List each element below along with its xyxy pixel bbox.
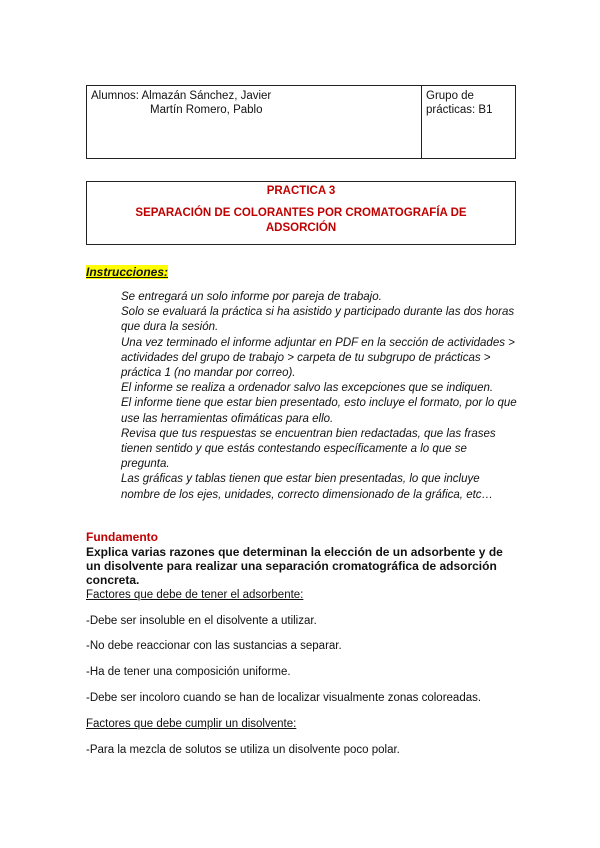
adsorbent-item: -Ha de tener una composición uniforme. [86,666,291,678]
instructions-list [121,290,517,503]
fundamento-heading: Fundamento [86,530,158,544]
instruction-item: Una vez terminado el informe adjuntar en PDF en la sección de actividades > actividades del grupo de trabajo > carpeta de tu subgrupo de prácticas > práctica 1 (no mandar por correo). [121,336,515,380]
adsorbent-heading: Factores que debe de tener el adsorbente: [86,589,304,601]
title-box [86,181,516,245]
header-table [86,85,516,159]
group-value: prácticas: B1 [426,104,493,116]
practice-subtitle: SEPARACIÓN DE COLORANTES POR CROMATOGRAFÍA DE ADSORCIÓN [135,207,467,234]
adsorbent-item: -Debe ser incoloro cuando se han de localizar visualmente zonas coloreadas. [86,692,482,704]
adsorbent-item: -Debe ser insoluble en el disolvente a utilizar. [86,615,317,627]
adsorbent-item: -No debe reaccionar con las sustancias a separar. [86,640,342,652]
students-label: Alumnos: Almazán Sánchez, Javier [91,90,272,102]
instructions-heading: Instrucciones: [86,265,169,279]
students-second-name: Martín Romero, Pablo [150,104,263,116]
students-cell [87,86,422,158]
group-label: Grupo de [426,90,474,102]
practice-title: PRACTICA 3 [266,185,336,197]
instruction-item: El informe se realiza a ordenador salvo las excepciones que se indiquen. [121,382,494,395]
instruction-item: Revisa que tus respuestas se encuentran bien redactadas, que las frases tienen sentido y que estás contestando específicamente a lo que se pregunta. [121,427,496,471]
group-cell [422,86,515,158]
solvent-heading: Factores que debe cumplir un disolvente: [86,718,297,730]
instruction-item: Las gráficas y tablas tienen que estar bien presentadas, lo que incluye nombre de los ejes, unidades, correcto dimensionado de la gráfica, etc… [121,473,494,501]
instruction-item: Solo se evaluará la práctica si ha asistido y participado durante las dos horas que dura la sesión. [121,306,515,334]
instruction-item: El informe tiene que estar bien presentado, esto incluye el formato, por lo que use las herramientas ofimáticas para ello. [121,397,517,425]
instruction-item: Se entregará un solo informe por pareja de trabajo. [121,291,382,303]
fundamento-question: Explica varias razones que determinan la elección de un adsorbente y de un disolvente para realizar una separación cromatográfica de adsorción concreta. [86,545,503,587]
solvent-item: -Para la mezcla de solutos se utiliza un disolvente poco polar. [86,744,400,756]
